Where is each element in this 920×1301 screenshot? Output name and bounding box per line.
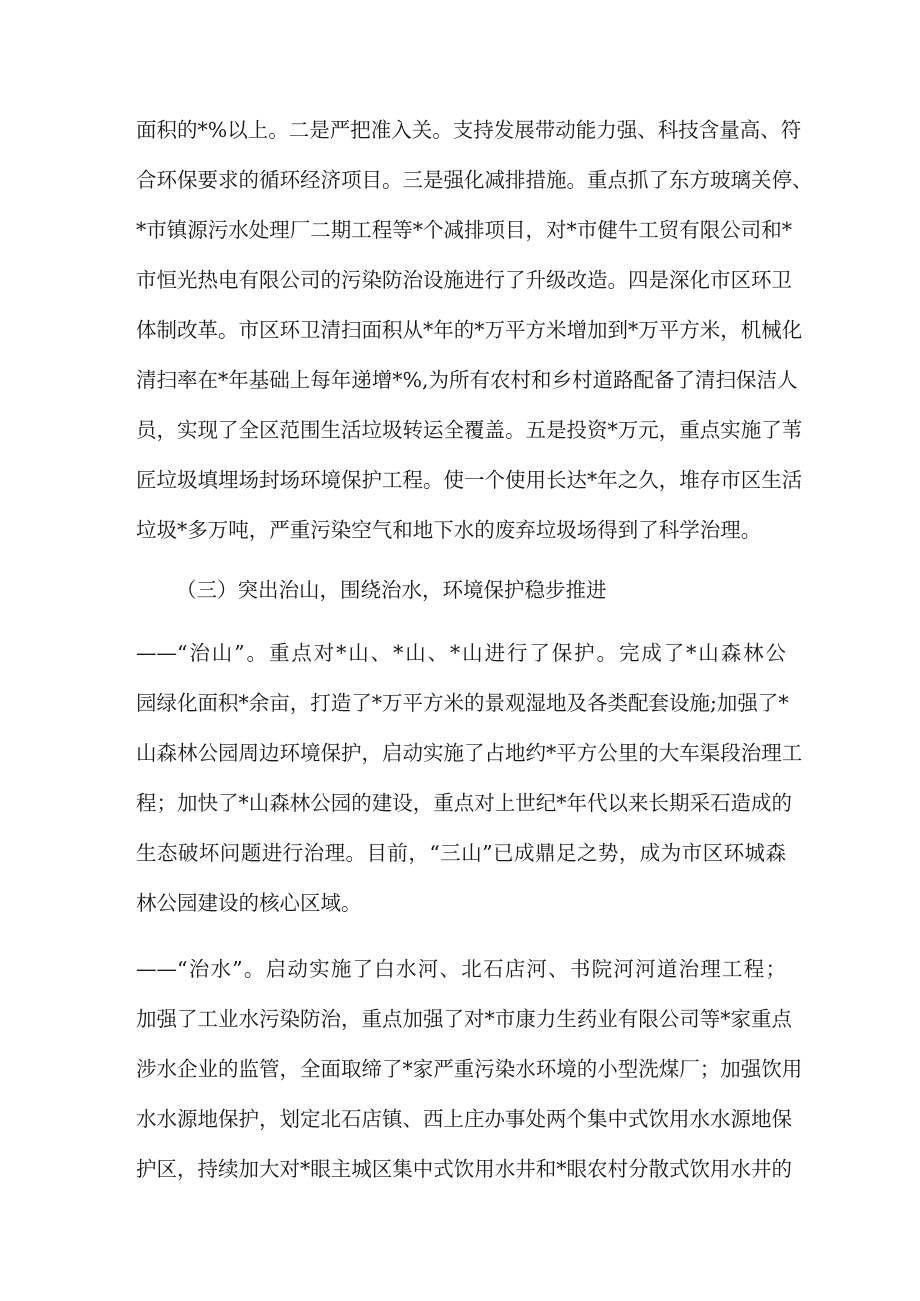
paragraph-2-line-1: ——“治山”。重点对*山、*山、*山进行了保护。完成了*山森林公	[136, 641, 786, 665]
paragraph-1-line-2: 合环保要求的循环经济项目。三是强化减排措施。重点抓了东方玻璃关停、	[136, 168, 813, 192]
section-heading: （三）突出治山，围绕治水，环境保护稳步推进	[176, 578, 607, 602]
paragraph-1-line-4: 市恒光热电有限公司的污染防治设施进行了升级改造。四是深化市区环卫	[136, 268, 792, 292]
paragraph-2-line-5: 生态破坏问题进行治理。目前，“三山”已成鼎足之势，成为市区环城森	[136, 841, 786, 865]
paragraph-3-line-5: 护区，持续加大对*眼主城区集中式饮用水井和*眼农村分散式饮用水井的	[136, 1157, 792, 1181]
paragraph-2-line-4: 程；加快了*山森林公园的建设，重点对上世纪*年代以来长期采石造成的	[136, 791, 792, 815]
paragraph-1-line-5: 体制改革。市区环卫清扫面积从*年的*万平方米增加到*万平方米，机械化	[136, 318, 803, 342]
paragraph-2-line-3: 山森林公园周边环境保护，启动实施了占地约*平方公里的大车渠段治理工	[136, 741, 803, 765]
paragraph-1-line-1: 面积的*%以上。二是严把准入关。支持发展带动能力强、科技含量高、符	[136, 118, 802, 142]
paragraph-3-line-3: 涉水企业的监管，全面取缔了*家严重污染水环境的小型洗煤厂；加强饮用	[136, 1057, 803, 1081]
paragraph-1-line-7: 员，实现了全区范围生活垃圾转运全覆盖。五是投资*万元，重点实施了苇	[136, 418, 803, 442]
paragraph-3-line-1: ——“治水”。启动实施了白水河、北石店河、书院河河道治理工程；	[136, 957, 786, 981]
paragraph-1-line-9: 垃圾*多万吨，严重污染空气和地下水的废弃垃圾场得到了科学治理。	[136, 518, 762, 542]
paragraph-1-line-6: 清扫率在*年基础上每年递增*%,为所有农村和乡村道路配备了清扫保洁人	[136, 368, 798, 392]
paragraph-1-line-3: *市镇源污水处理厂二期工程等*个减排项目，对*市健牛工贸有限公司和*	[136, 218, 792, 242]
paragraph-3-line-4: 水水源地保护，划定北石店镇、西上庄办事处两个集中式饮用水水源地保	[136, 1107, 792, 1131]
paragraph-1-line-8: 匠垃圾填埋场封场环境保护工程。使一个使用长达*年之久，堆存市区生活	[136, 468, 803, 492]
paragraph-3-line-2: 加强了工业水污染防治，重点加强了对*市康力生药业有限公司等*家重点	[136, 1007, 792, 1031]
paragraph-2-line-2: 园绿化面积*余亩，打造了*万平方米的景观湿地及各类配套设施;加强了*	[136, 691, 789, 715]
paragraph-2-line-6: 林公园建设的核心区域。	[136, 891, 362, 915]
